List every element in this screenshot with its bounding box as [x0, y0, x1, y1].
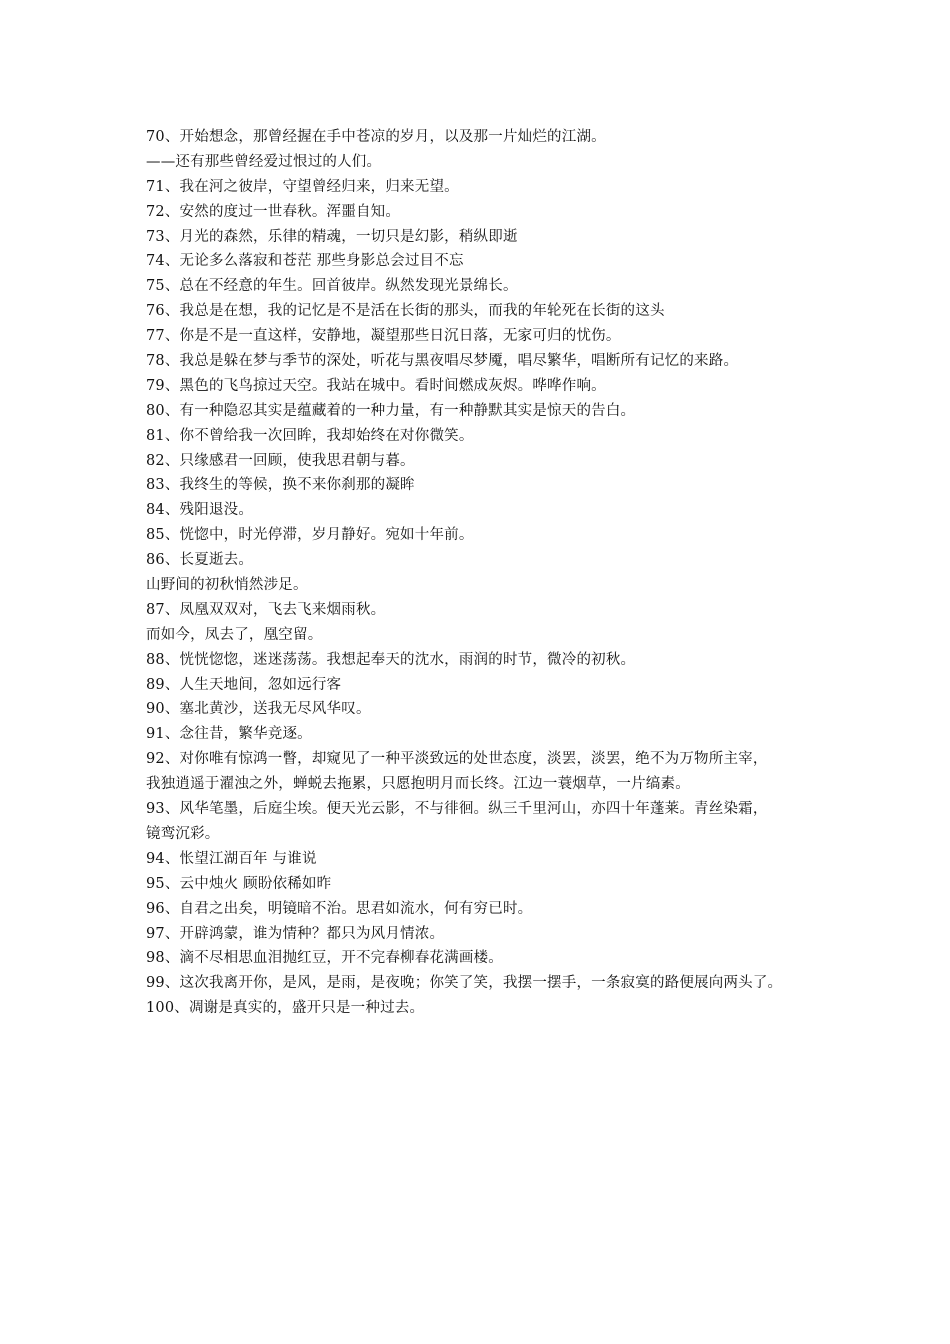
- text-line: 75、总在不经意的年生。回首彼岸。纵然发现光景绵长。: [146, 278, 518, 295]
- text-line: 而如今，凤去了，凰空留。: [146, 626, 323, 643]
- text-line: 81、你不曾给我一次回眸，我却始终在对你微笑。: [146, 427, 474, 444]
- text-line: 100、凋谢是真实的，盛开只是一种过去。: [146, 1000, 425, 1017]
- text-line: 73、月光的森然，乐律的精魂，一切只是幻影，稍纵即逝: [146, 228, 518, 245]
- text-line: 94、怅望江湖百年 与谁说: [146, 850, 317, 867]
- text-line: 98、滴不尽相思血泪抛红豆，开不完春柳春花满画楼。: [146, 950, 503, 967]
- text-line: 山野间的初秋悄然涉足。: [146, 577, 308, 594]
- text-line: 70、开始想念，那曾经握在手中苍凉的岁月，以及那一片灿烂的江湖。: [146, 129, 606, 145]
- text-line: 82、只缘感君一回顾，使我思君朝与暮。: [146, 452, 415, 469]
- text-line: 78、我总是躲在梦与季节的深处，听花与黑夜唱尽梦魇，唱尽繁华，唱断所有记忆的来路。: [146, 353, 739, 370]
- text-line: 71、我在河之彼岸，守望曾经归来，归来无望。: [146, 178, 459, 195]
- text-line: 79、黑色的飞鸟掠过天空。我站在城中。看时间燃成灰烬。哗哗作响。: [146, 377, 606, 394]
- text-line: 93、风华笔墨，后庭尘埃。便天光云影，不与徘徊。纵三千里河山，亦四十年蓬莱。青丝染霜，: [146, 801, 768, 818]
- text-line: 87、凤凰双双对，飞去飞来烟雨秋。: [146, 601, 386, 618]
- text-line: 76、我总是在想，我的记忆是不是活在长街的那头，而我的年轮死在长街的这头: [146, 303, 665, 320]
- text-line: 83、我终生的等候，换不来你刹那的凝眸: [146, 477, 415, 494]
- text-line: 72、安然的度过一世春秋。浑噩自知。: [146, 203, 401, 220]
- text-line: 85、恍惚中，时光停滞，岁月静好。宛如十年前。: [146, 527, 474, 544]
- text-line: 95、云中烛火 顾盼依稀如昨: [146, 875, 332, 892]
- text-line: 99、这次我离开你，是风，是雨，是夜晚；你笑了笑，我摆一摆手，一条寂寞的路便展向两头了。: [146, 975, 783, 992]
- text-line: ——还有那些曾经爱过恨过的人们。: [146, 153, 382, 170]
- document-body: [146, 125, 826, 1021]
- text-line: 我独逍遥于濯浊之外，蝉蜕去拖累，只愿抱明月而长终。江边一蓑烟草，一片缟素。: [146, 776, 690, 793]
- text-line: 97、开辟鸿蒙，谁为情种？都只为风月情浓。: [146, 925, 445, 942]
- text-line: 86、长夏逝去。: [146, 552, 254, 569]
- text-line: 88、恍恍惚惚，迷迷荡荡。我想起奉天的沈水，雨润的时节，微冷的初秋。: [146, 651, 636, 668]
- text-line: 镜鸾沉彩。: [146, 825, 220, 842]
- text-line: 80、有一种隐忍其实是蕴藏着的一种力量，有一种静默其实是惊天的告白。: [146, 402, 636, 419]
- text-line: 89、人生天地间，忽如远行客: [146, 676, 342, 693]
- text-line: 92、对你唯有惊鸿一瞥，却窥见了一种平淡致远的处世态度，淡罢，淡罢，绝不为万物所主宰，: [146, 751, 768, 768]
- text-line: 90、塞北黄沙，送我无尽风华叹。: [146, 701, 371, 718]
- text-line: 77、你是不是一直这样，安静地，凝望那些日沉日落，无家可归的忧伤。: [146, 328, 621, 345]
- text-line: 96、自君之出矣，明镜暗不治。思君如流水，何有穷已时。: [146, 900, 533, 917]
- text-line: 84、残阳退没。: [146, 502, 254, 519]
- text-line: 91、念往昔，繁华竞逐。: [146, 726, 312, 743]
- text-line: 74、无论多么落寂和苍茫 那些身影总会过目不忘: [146, 253, 464, 270]
